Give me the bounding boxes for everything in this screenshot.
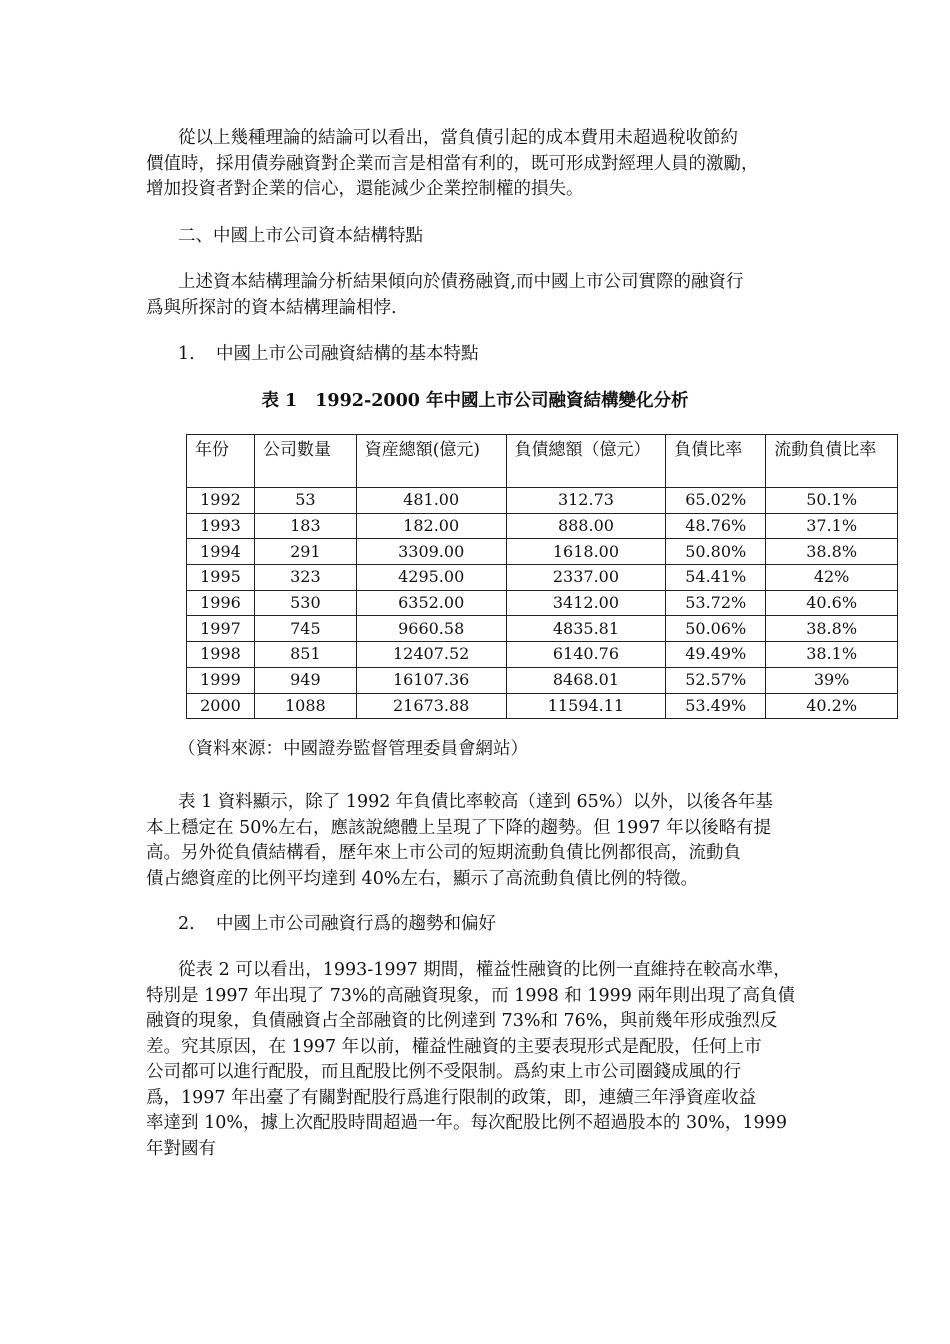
header-debt-ratio: 負債比率 (666, 435, 766, 488)
cell-company-count: 53 (254, 488, 356, 514)
section-heading: 二、中國上市公司資本結構特點 (178, 226, 423, 246)
subsection-number: 2. (178, 914, 195, 934)
cell-total-assets: 6352.00 (356, 590, 506, 616)
cell-year: 1997 (187, 616, 255, 642)
cell-total-assets: 182.00 (356, 513, 506, 539)
text-line: 爲與所探討的資本結構理論相悖. (146, 297, 397, 318)
cell-current-debt-ratio: 42% (766, 565, 898, 591)
text-line: 融資的現象，負債融資占全部融資的比例達到 73%和 76%，與前幾年形成強烈反 (146, 1011, 778, 1031)
subsection-title: 中國上市公司融資結構的基本特點 (216, 344, 479, 364)
cell-year: 1996 (187, 590, 255, 616)
cell-current-debt-ratio: 37.1% (766, 513, 898, 539)
header-total-liabilities: 負債總額（億元） (506, 435, 666, 488)
cell-company-count: 530 (254, 590, 356, 616)
cell-year: 2000 (187, 693, 255, 719)
table-caption (0, 389, 950, 414)
cell-total-assets: 481.00 (356, 488, 506, 514)
cell-total-liabilities: 4835.81 (506, 616, 666, 642)
cell-current-debt-ratio: 40.6% (766, 590, 898, 616)
text-line: 本上穩定在 50%左右，應該說總體上呈現了下降的趨勢。但 1997 年以後略有提 (146, 817, 772, 838)
text-line: 債占總資産的比例平均達到 40%左右，顯示了高流動負債比例的特徵。 (146, 868, 698, 889)
cell-company-count: 851 (254, 642, 356, 668)
header-company-count: 公司數量 (254, 435, 356, 488)
header-total-assets: 資産總額(億元) (356, 435, 506, 488)
table-row (187, 642, 898, 668)
table-source-note: （資料來源：中國證券監督管理委員會網站） (178, 739, 528, 759)
cell-current-debt-ratio: 39% (766, 667, 898, 693)
table-row (187, 616, 898, 642)
cell-year: 1999 (187, 667, 255, 693)
header-current-debt-ratio: 流動負債比率 (766, 435, 898, 488)
cell-company-count: 1088 (254, 693, 356, 719)
table-header-row (187, 435, 898, 488)
cell-current-debt-ratio: 38.8% (766, 539, 898, 565)
cell-current-debt-ratio: 38.8% (766, 616, 898, 642)
cell-company-count: 183 (254, 513, 356, 539)
subsection-number: 1. (178, 344, 195, 364)
cell-year: 1994 (187, 539, 255, 565)
cell-total-assets: 16107.36 (356, 667, 506, 693)
text-line: 差。究其原因，在 1997 年以前，權益性融資的主要表現形式是配股，任何上市 (146, 1036, 762, 1057)
cell-debt-ratio: 65.02% (666, 488, 766, 514)
table-row (187, 590, 898, 616)
text-line: 從表 2 可以看出，1993-1997 期間，權益性融資的比例一直維持在較高水準， (178, 960, 791, 980)
table-row (187, 565, 898, 591)
cell-total-assets: 4295.00 (356, 565, 506, 591)
table-row (187, 667, 898, 693)
subsection-title: 中國上市公司融資行爲的趨勢和偏好 (216, 914, 496, 934)
cell-debt-ratio: 53.72% (666, 590, 766, 616)
table-row (187, 513, 898, 539)
cell-debt-ratio: 54.41% (666, 565, 766, 591)
cell-debt-ratio: 53.49% (666, 693, 766, 719)
cell-debt-ratio: 49.49% (666, 642, 766, 668)
cell-debt-ratio: 52.57% (666, 667, 766, 693)
cell-year: 1995 (187, 565, 255, 591)
cell-total-liabilities: 888.00 (506, 513, 666, 539)
text-line: 從以上幾種理論的結論可以看出，當負債引起的成本費用未超過稅收節約 (178, 128, 738, 148)
cell-total-liabilities: 11594.11 (506, 693, 666, 719)
cell-debt-ratio: 50.06% (666, 616, 766, 642)
cell-year: 1998 (187, 642, 255, 668)
cell-total-assets: 12407.52 (356, 642, 506, 668)
section-paragraph (146, 270, 810, 321)
cell-year: 1993 (187, 513, 255, 539)
cell-total-liabilities: 2337.00 (506, 565, 666, 591)
cell-current-debt-ratio: 50.1% (766, 488, 898, 514)
cell-company-count: 323 (254, 565, 356, 591)
text-line: 率達到 10%，據上次配股時間超過一年。每次配股比例不超過股本的 30%，1999 (146, 1113, 787, 1133)
cell-total-liabilities: 1618.00 (506, 539, 666, 565)
text-line: 高。另外從負債結構看，歷年來上市公司的短期流動負債比例都很高，流動負 (146, 843, 741, 863)
text-line: 上述資本結構理論分析結果傾向於債務融資,而中國上市公司實際的融資行 (178, 272, 744, 292)
text-line: 價值時，採用債券融資對企業而言是相當有利的，既可形成對經理人員的激勵， (146, 153, 759, 174)
cell-total-assets: 9660.58 (356, 616, 506, 642)
text-line: 特別是 1997 年出現了 73%的高融資現象，而 1998 和 1999 兩年則出現了高負債 (146, 985, 795, 1006)
table-label: 表 1 (261, 391, 298, 411)
financing-structure-table (186, 434, 898, 719)
cell-total-liabilities: 312.73 (506, 488, 666, 514)
cell-total-assets: 3309.00 (356, 539, 506, 565)
subsection-heading (178, 342, 479, 368)
text-line: 年對國有 (146, 1138, 216, 1159)
cell-company-count: 949 (254, 667, 356, 693)
cell-current-debt-ratio: 40.2% (766, 693, 898, 719)
cell-total-liabilities: 3412.00 (506, 590, 666, 616)
table-row (187, 488, 898, 514)
cell-year: 1992 (187, 488, 255, 514)
cell-debt-ratio: 48.76% (666, 513, 766, 539)
cell-debt-ratio: 50.80% (666, 539, 766, 565)
financing-trend-paragraph (146, 958, 810, 1162)
header-year: 年份 (187, 435, 255, 488)
cell-total-assets: 21673.88 (356, 693, 506, 719)
table-row (187, 693, 898, 719)
table-row (187, 539, 898, 565)
cell-total-liabilities: 8468.01 (506, 667, 666, 693)
cell-company-count: 745 (254, 616, 356, 642)
text-line: 公司都可以進行配股，而且配股比例不受限制。爲約束上市公司圈錢成風的行 (146, 1062, 741, 1082)
text-line: 爲，1997 年出臺了有關對配股行爲進行限制的政策，即，連續三年淨資産收益 (146, 1087, 757, 1108)
subsection-heading (178, 912, 496, 938)
table-analysis-paragraph (146, 790, 810, 892)
cell-company-count: 291 (254, 539, 356, 565)
table-title: 1992-2000 年中國上市公司融資結構變化分析 (315, 391, 689, 411)
text-line: 表 1 資料顯示，除了 1992 年負債比率較高（達到 65%）以外，以後各年基 (178, 792, 773, 812)
cell-current-debt-ratio: 38.1% (766, 642, 898, 668)
text-line: 增加投資者對企業的信心，還能減少企業控制權的損失。 (146, 179, 584, 199)
cell-total-liabilities: 6140.76 (506, 642, 666, 668)
intro-paragraph (146, 126, 810, 203)
